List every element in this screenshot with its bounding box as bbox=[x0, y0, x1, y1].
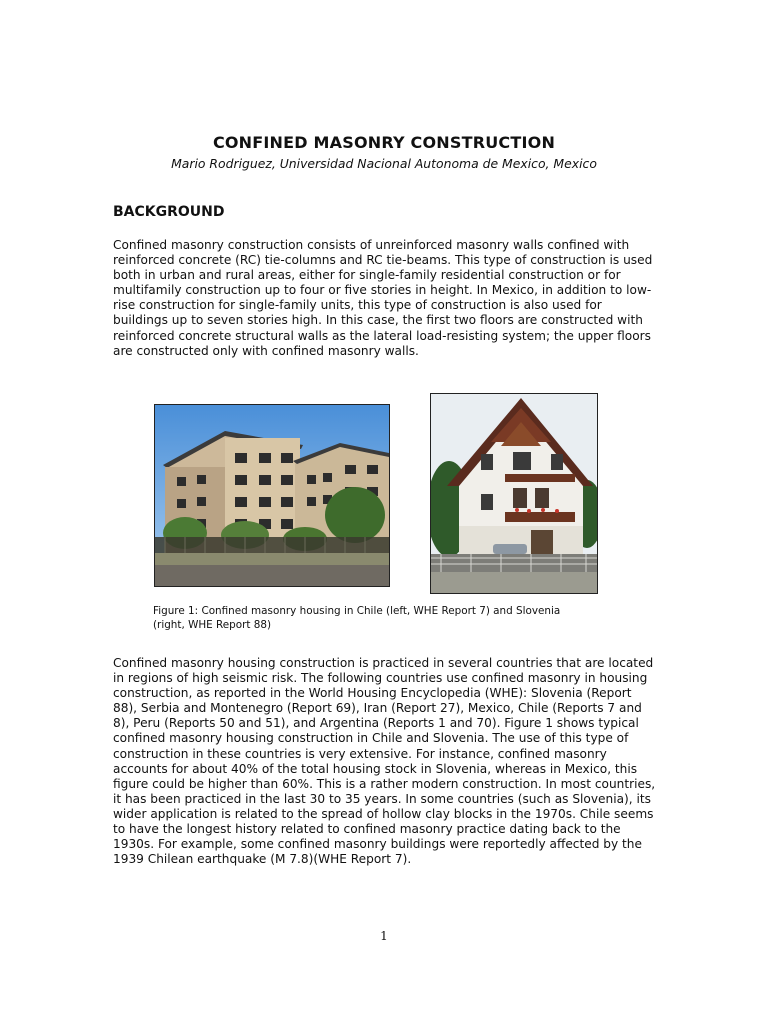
author-line: Mario Rodriguez, Universidad Nacional Autonoma de Mexico, Mexico bbox=[171, 156, 597, 171]
paragraph-background: Confined masonry construction consists of unreinforced masonry walls confined with reinforced concrete (RC) tie-columns and RC tie-beams. This type of construction is used both in urban and rural areas, either for single-family residential construction or for multifamily construction up to four or five stories in height. In Mexico, in addition to low-rise construction for single-family units, this type of construction is also used for buildings up to seven stories high. In this case, the first two floors are constructed with reinforced concrete structural walls as the lateral load-resisting system; the upper floors are constructed only with confined masonry walls. bbox=[113, 238, 653, 358]
figure-photo-slovenia bbox=[430, 393, 598, 594]
figure-photo-chile bbox=[154, 404, 390, 587]
document-title: CONFINED MASONRY CONSTRUCTION bbox=[212, 133, 556, 152]
figure-caption: Figure 1: Confined masonry housing in Chile (left, WHE Report 7) and Slovenia (right, WHE Report 88) bbox=[153, 605, 561, 631]
page-number: 1 bbox=[380, 929, 388, 943]
paragraph-usage: Confined masonry housing construction is practiced in several countries that are located in regions of high seismic risk. The following countries use confined masonry in housing construction, as reported in the World Housing Encyclopedia (WHE): Slovenia (Report 88), Serbia and Montenegro (Report 69), Iran (Report 27), Mexico, Chile (Reports 7 and 8), Peru (Reports 50 and 51), and Argentina (Reports 1 and 70). Figure 1 shows typical confined masonry housing construction in Chile and Slovenia. The use of this type of construction in these countries is very extensive. For instance, confined masonry accounts for about 40% of the total housing stock in Slovenia, whereas in Mexico, this figure could be higher than 60%. This is a rather modern construction. In most countries, it has been practiced in the last 30 to 35 years. In some countries (such as Slovenia), its wider application is related to the spread of hollow clay blocks in the 1970s. Chile seems to have the longest history related to confined masonry practice dating back to the 1930s. For example, some confined masonry buildings were reportedly affected by the 1939 Chilean earthquake (M 7.8)(WHE Report 7). bbox=[113, 656, 656, 867]
section-heading: BACKGROUND bbox=[113, 204, 225, 220]
